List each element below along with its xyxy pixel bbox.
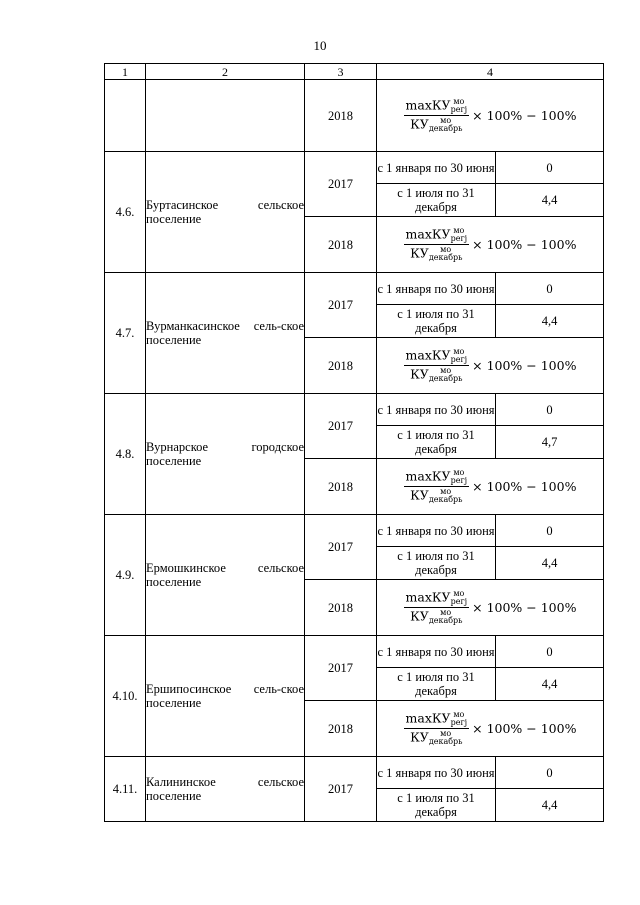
- formula-denominator: [408, 366, 464, 383]
- cell-num: 4.10.: [105, 636, 146, 757]
- numerator-sub: pегj: [450, 234, 468, 243]
- header-row: [105, 64, 604, 80]
- cell-num: [105, 80, 146, 152]
- growth-formula: [404, 227, 577, 262]
- denominator-sup: мо: [440, 366, 452, 375]
- settlement-name: Ермошкинское сельское поселение: [146, 561, 304, 589]
- settlement-name: Калининское сельское поселение: [146, 775, 304, 803]
- formula-tail: × 100% − 100%: [472, 357, 577, 373]
- cell-period: с 1 июля по 31 декабря: [377, 426, 496, 459]
- header-col-2: 2: [146, 64, 305, 80]
- denominator-sub: декабрь: [428, 124, 463, 133]
- table-row: [105, 80, 604, 152]
- denominator-indices: [429, 609, 463, 625]
- cell-value: 4,4: [496, 547, 604, 580]
- formula-cell: [377, 80, 604, 152]
- cell-year: 2018: [305, 459, 377, 515]
- formula-tail: × 100% − 100%: [472, 236, 577, 252]
- cell-num: 4.8.: [105, 394, 146, 515]
- cell-value: 4,4: [496, 305, 604, 338]
- cell-period: с 1 января по 30 июня: [377, 515, 496, 547]
- cell-value: 4,4: [496, 668, 604, 701]
- formula-numerator: [404, 348, 470, 366]
- denominator-sup: мо: [440, 608, 452, 617]
- cell-name: [146, 394, 305, 515]
- denominator-base: КУ: [410, 487, 429, 503]
- formula-numerator: [404, 227, 470, 245]
- numerator-sup: мо: [453, 97, 465, 106]
- table-row: [105, 757, 604, 789]
- formula-numerator: [404, 590, 470, 608]
- cell-year: 2017: [305, 515, 377, 580]
- cell-year: 2017: [305, 757, 377, 822]
- cell-year: 2017: [305, 152, 377, 217]
- numerator-sub: pегj: [450, 718, 468, 727]
- cell-value: 0: [496, 152, 604, 184]
- formula-denominator: [408, 729, 464, 746]
- denominator-sup: мо: [440, 487, 452, 496]
- formula-denominator: [408, 608, 464, 625]
- formula-fraction: [404, 227, 470, 262]
- numerator-sup: мо: [453, 589, 465, 598]
- cell-period: с 1 июля по 31 декабря: [377, 668, 496, 701]
- formula-fraction: [404, 711, 470, 746]
- denominator-sup: мо: [440, 729, 452, 738]
- cell-year: 2018: [305, 580, 377, 636]
- growth-formula: [404, 469, 577, 504]
- denominator-sub: декабрь: [428, 737, 463, 746]
- cell-name: [146, 80, 305, 152]
- formula-numerator: [404, 98, 470, 116]
- cell-value: 0: [496, 394, 604, 426]
- cell-period: с 1 января по 30 июня: [377, 394, 496, 426]
- denominator-indices: [429, 367, 463, 383]
- formula-denominator: [408, 116, 464, 133]
- formula-numerator: [404, 711, 470, 729]
- settlement-name: Буртасинское сельское поселение: [146, 198, 304, 226]
- formula-tail: × 100% − 100%: [472, 107, 577, 123]
- formula-fraction: [404, 590, 470, 625]
- header-col-1: 1: [105, 64, 146, 80]
- formula-denominator: [408, 245, 464, 262]
- formula-denominator: [408, 487, 464, 504]
- numerator-base: maxКУ: [405, 97, 451, 113]
- cell-year: 2018: [305, 701, 377, 757]
- denominator-sup: мо: [440, 245, 452, 254]
- numerator-indices: [451, 711, 468, 727]
- numerator-indices: [451, 227, 468, 243]
- cell-num: 4.11.: [105, 757, 146, 822]
- denominator-sub: декабрь: [428, 253, 463, 262]
- formula-fraction: [404, 348, 470, 383]
- denominator-indices: [429, 246, 463, 262]
- cell-name: [146, 515, 305, 636]
- table-row: [105, 273, 604, 305]
- formula-numerator: [404, 469, 470, 487]
- cell-num: 4.9.: [105, 515, 146, 636]
- formula-cell: [377, 217, 604, 273]
- cell-year: 2018: [305, 217, 377, 273]
- numerator-sup: мо: [453, 347, 465, 356]
- cell-period: с 1 июля по 31 декабря: [377, 184, 496, 217]
- denominator-base: КУ: [410, 729, 429, 745]
- numerator-sup: мо: [453, 226, 465, 235]
- tariff-table: [104, 63, 604, 822]
- numerator-base: maxКУ: [405, 347, 451, 363]
- table-row: [105, 394, 604, 426]
- cell-period: с 1 июля по 31 декабря: [377, 305, 496, 338]
- cell-period: с 1 июля по 31 декабря: [377, 547, 496, 580]
- formula-tail: × 100% − 100%: [472, 478, 577, 494]
- numerator-base: maxКУ: [405, 589, 451, 605]
- cell-name: [146, 273, 305, 394]
- formula-tail: × 100% − 100%: [472, 599, 577, 615]
- table-row: [105, 515, 604, 547]
- cell-value: 0: [496, 515, 604, 547]
- cell-year: 2018: [305, 80, 377, 152]
- cell-period: с 1 января по 30 июня: [377, 273, 496, 305]
- cell-value: 4,7: [496, 426, 604, 459]
- growth-formula: [404, 98, 577, 133]
- formula-tail: × 100% − 100%: [472, 720, 577, 736]
- header-col-3: 3: [305, 64, 377, 80]
- numerator-sup: мо: [453, 468, 465, 477]
- formula-fraction: [404, 98, 470, 133]
- table-row: [105, 636, 604, 668]
- formula-cell: [377, 701, 604, 757]
- growth-formula: [404, 348, 577, 383]
- page-number: 10: [313, 38, 327, 53]
- denominator-base: КУ: [410, 608, 429, 624]
- numerator-indices: [451, 590, 468, 606]
- cell-value: 0: [496, 273, 604, 305]
- cell-year: 2017: [305, 636, 377, 701]
- denominator-sub: декабрь: [428, 616, 463, 625]
- numerator-base: maxКУ: [405, 710, 451, 726]
- table-row: [105, 152, 604, 184]
- cell-num: 4.6.: [105, 152, 146, 273]
- cell-name: [146, 636, 305, 757]
- numerator-sub: pегj: [450, 476, 468, 485]
- numerator-indices: [451, 98, 468, 114]
- cell-num: 4.7.: [105, 273, 146, 394]
- growth-formula: [404, 711, 577, 746]
- denominator-sub: декабрь: [428, 495, 463, 504]
- denominator-sub: декабрь: [428, 374, 463, 383]
- denominator-sup: мо: [440, 116, 452, 125]
- numerator-base: maxКУ: [405, 226, 451, 242]
- cell-year: 2018: [305, 338, 377, 394]
- cell-year: 2017: [305, 273, 377, 338]
- formula-cell: [377, 459, 604, 515]
- cell-value: 0: [496, 636, 604, 668]
- formula-fraction: [404, 469, 470, 504]
- denominator-indices: [429, 117, 463, 133]
- growth-formula: [404, 590, 577, 625]
- numerator-sub: pегj: [450, 597, 468, 606]
- numerator-sub: pегj: [450, 355, 468, 364]
- denominator-indices: [429, 730, 463, 746]
- cell-value: 4,4: [496, 789, 604, 822]
- denominator-base: КУ: [410, 366, 429, 382]
- settlement-name: Ершипосинское сель-ское поселение: [146, 682, 304, 710]
- numerator-indices: [451, 469, 468, 485]
- cell-name: [146, 152, 305, 273]
- cell-period: с 1 июля по 31 декабря: [377, 789, 496, 822]
- settlement-name: Вурманкасинское сель-ское поселение: [146, 319, 304, 347]
- numerator-base: maxКУ: [405, 468, 451, 484]
- numerator-indices: [451, 348, 468, 364]
- settlement-name: Вурнарское городское поселение: [146, 440, 304, 468]
- cell-value: 4,4: [496, 184, 604, 217]
- cell-period: с 1 января по 30 июня: [377, 636, 496, 668]
- numerator-sup: мо: [453, 710, 465, 719]
- formula-cell: [377, 338, 604, 394]
- numerator-sub: pегj: [450, 105, 468, 114]
- cell-value: 0: [496, 757, 604, 789]
- header-col-4: 4: [377, 64, 604, 80]
- denominator-base: КУ: [410, 116, 429, 132]
- denominator-indices: [429, 488, 463, 504]
- cell-period: с 1 января по 30 июня: [377, 757, 496, 789]
- formula-cell: [377, 580, 604, 636]
- denominator-base: КУ: [410, 245, 429, 261]
- cell-year: 2017: [305, 394, 377, 459]
- cell-period: с 1 января по 30 июня: [377, 152, 496, 184]
- cell-name: [146, 757, 305, 822]
